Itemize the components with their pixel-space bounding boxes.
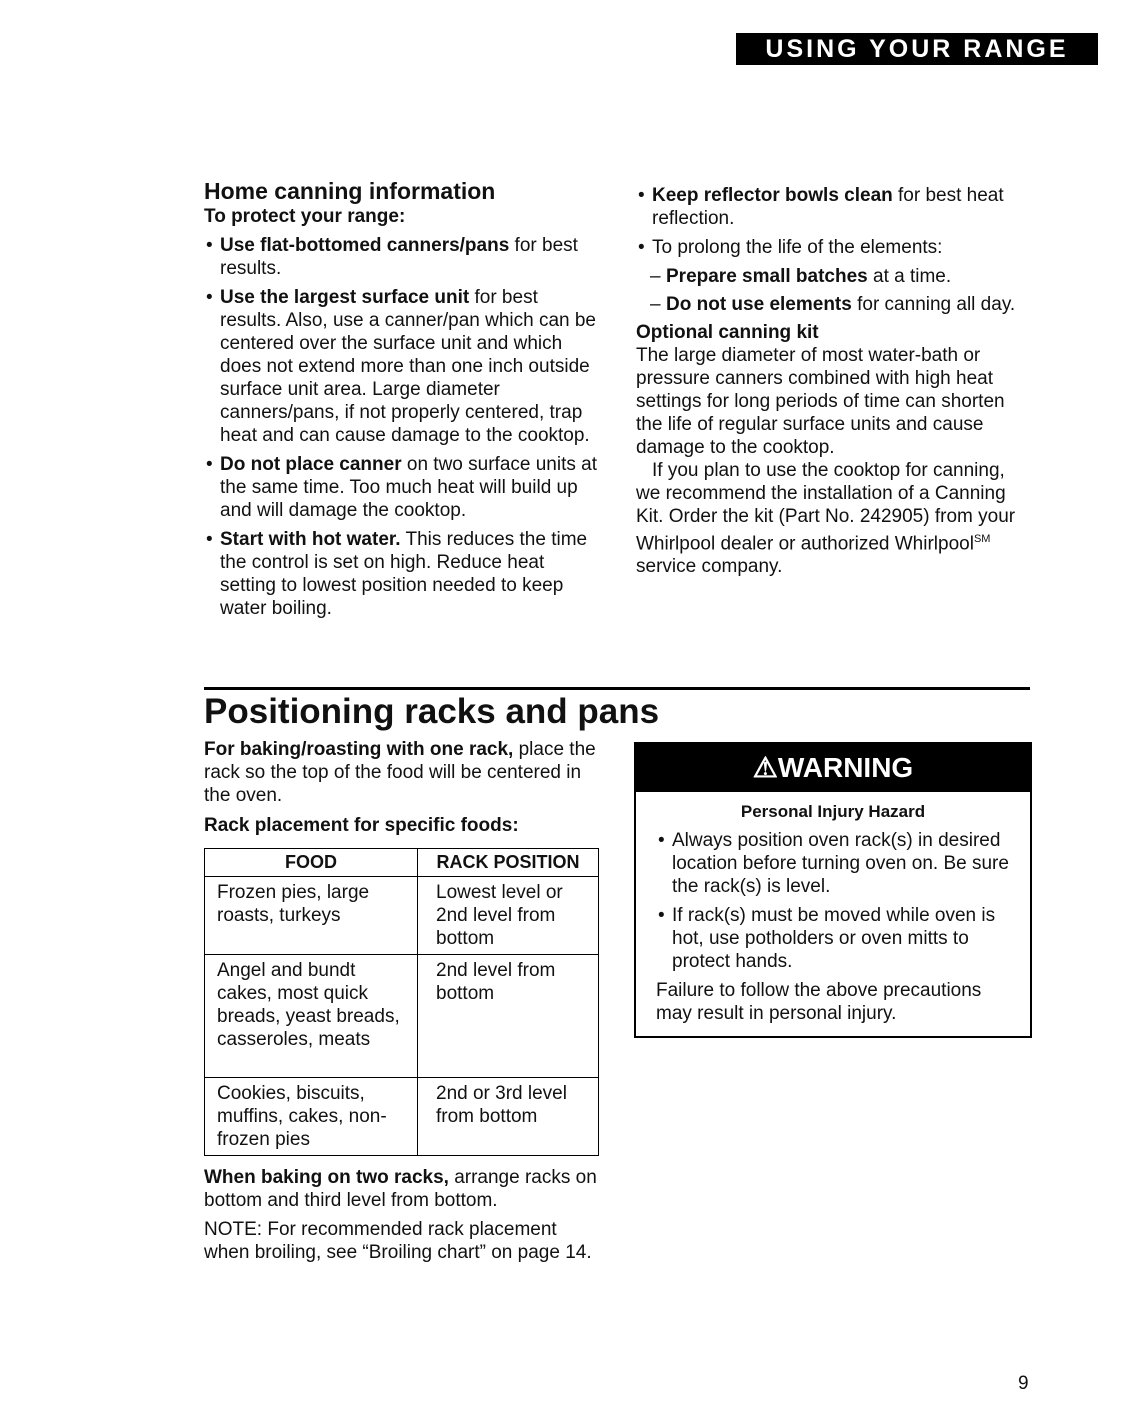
warning-title: WARNING	[777, 752, 914, 783]
two-racks-bold: When baking on two racks,	[204, 1167, 449, 1188]
racks-section	[204, 738, 604, 1264]
section-heading: Home canning information	[204, 178, 496, 204]
bullet-bold: Use flat-bottomed canners/pans	[220, 235, 510, 256]
bullet-item	[204, 286, 604, 447]
dash-bold: Do not use elements	[666, 294, 852, 315]
rack-cell: 2nd or 3rd level from bottom	[418, 1078, 599, 1156]
column-header-food: FOOD	[205, 849, 418, 877]
bullet-bold: Keep reflector bowls clean	[652, 185, 893, 206]
dash-text: for canning all day.	[851, 294, 1016, 315]
table-row	[205, 955, 599, 1078]
section-tab: USING YOUR RANGE	[736, 33, 1098, 65]
subheading: To protect your range:	[204, 206, 406, 227]
bullet-item	[204, 453, 604, 522]
intro-text: place the rack so the top of the food will be centered in the oven.	[204, 739, 596, 806]
two-racks-paragraph	[204, 1166, 604, 1212]
rack-cell: 2nd level from bottom	[418, 955, 599, 1078]
intro-bold: For baking/roasting with one rack,	[204, 739, 514, 760]
kit-paragraph-2	[636, 459, 1030, 578]
dash-text: at a time.	[867, 266, 952, 287]
rack-table	[204, 848, 599, 1156]
bullet-bold: Do not place canner	[220, 454, 402, 475]
canning-right-column	[636, 178, 1030, 578]
kit-heading: Optional canning kit	[636, 322, 819, 343]
placement-heading: Rack placement for specific foods:	[204, 815, 519, 836]
kit-text-end: service company.	[636, 556, 783, 578]
dash-item	[636, 293, 1030, 316]
kit-paragraph: The large diameter of most water-bath or pressure canners combined with high heat settings for long periods of time can shorten the life of regular surface units and cause damage to the cooktop.	[636, 345, 1005, 458]
bullet-text: for best results.	[220, 235, 578, 279]
bullet-bold: Use the largest surface unit	[220, 287, 470, 308]
dash-item	[636, 265, 1030, 288]
bullet-item	[636, 184, 1030, 230]
bullet-item	[204, 528, 604, 620]
bullet-text: for best heat reflection.	[652, 185, 1004, 229]
warning-footer: Failure to follow the above precautions may result in personal injury.	[656, 980, 982, 1024]
food-cell: Angel and bundt cakes, most quick breads, yeast breads, casseroles, meats	[205, 955, 418, 1078]
bullet-text: for best results. Also, use a canner/pan which can be centered over the surface unit and which does not extend more than one inch outside surface unit area. Large diameter canners/pans, if not properly centered, trap heat and can cause damage to the cooktop.	[220, 287, 597, 446]
kit-text: If you plan to use the cooktop for canning, we recommend the installation of a Canning Kit. Order the kit (Part No. 242905) from your Whirlpool dealer or authorized Whirlpool	[636, 460, 1016, 555]
dash-bold: Prepare small batches	[666, 266, 868, 287]
warning-subtitle: Personal Injury Hazard	[740, 802, 926, 821]
service-mark: SM	[973, 533, 991, 545]
warning-box	[634, 742, 1032, 1038]
warning-triangle-icon: ⚠	[752, 752, 778, 783]
food-cell: Cookies, biscuits, muffins, cakes, non-frozen pies	[205, 1078, 418, 1156]
column-header-rack-position: RACK POSITION	[418, 849, 599, 877]
intro-paragraph	[204, 738, 604, 807]
warning-bullet: • If rack(s) must be moved while oven is hot, use potholders or oven mitts to protect hands.	[656, 904, 1010, 973]
bullet-bold: Start with hot water.	[220, 529, 401, 550]
table-row	[205, 1078, 599, 1156]
warning-header	[636, 744, 1030, 792]
food-cell: Frozen pies, large roasts, turkeys	[205, 877, 418, 955]
page-number: 9	[1018, 1373, 1029, 1394]
bullet-item	[204, 234, 604, 280]
warning-bullet: • Always position oven rack(s) in desired location before turning oven on. Be sure the rack(s) is level.	[656, 829, 1010, 898]
home-canning-section	[204, 180, 604, 626]
note-paragraph: NOTE: For recommended rack placement when broiling, see “Broiling chart” on page 14.	[204, 1219, 592, 1263]
bullet-text: This reduces the time the control is set on high. Reduce heat setting to lowest position needed to keep water boiling.	[220, 529, 588, 619]
table-header-row	[205, 849, 599, 877]
table-row	[205, 877, 599, 955]
page-title: Positioning racks and pans	[204, 692, 660, 731]
two-racks-text: arrange racks on bottom and third level from bottom.	[204, 1167, 597, 1211]
rack-cell: Lowest level or 2nd level from bottom	[418, 877, 599, 955]
bullet-text: To prolong the life of the elements:	[652, 237, 943, 258]
bullet-item	[636, 236, 1030, 259]
bullet-text: on two surface units at the same time. Too much heat will build up and will damage the cooktop.	[220, 454, 597, 521]
